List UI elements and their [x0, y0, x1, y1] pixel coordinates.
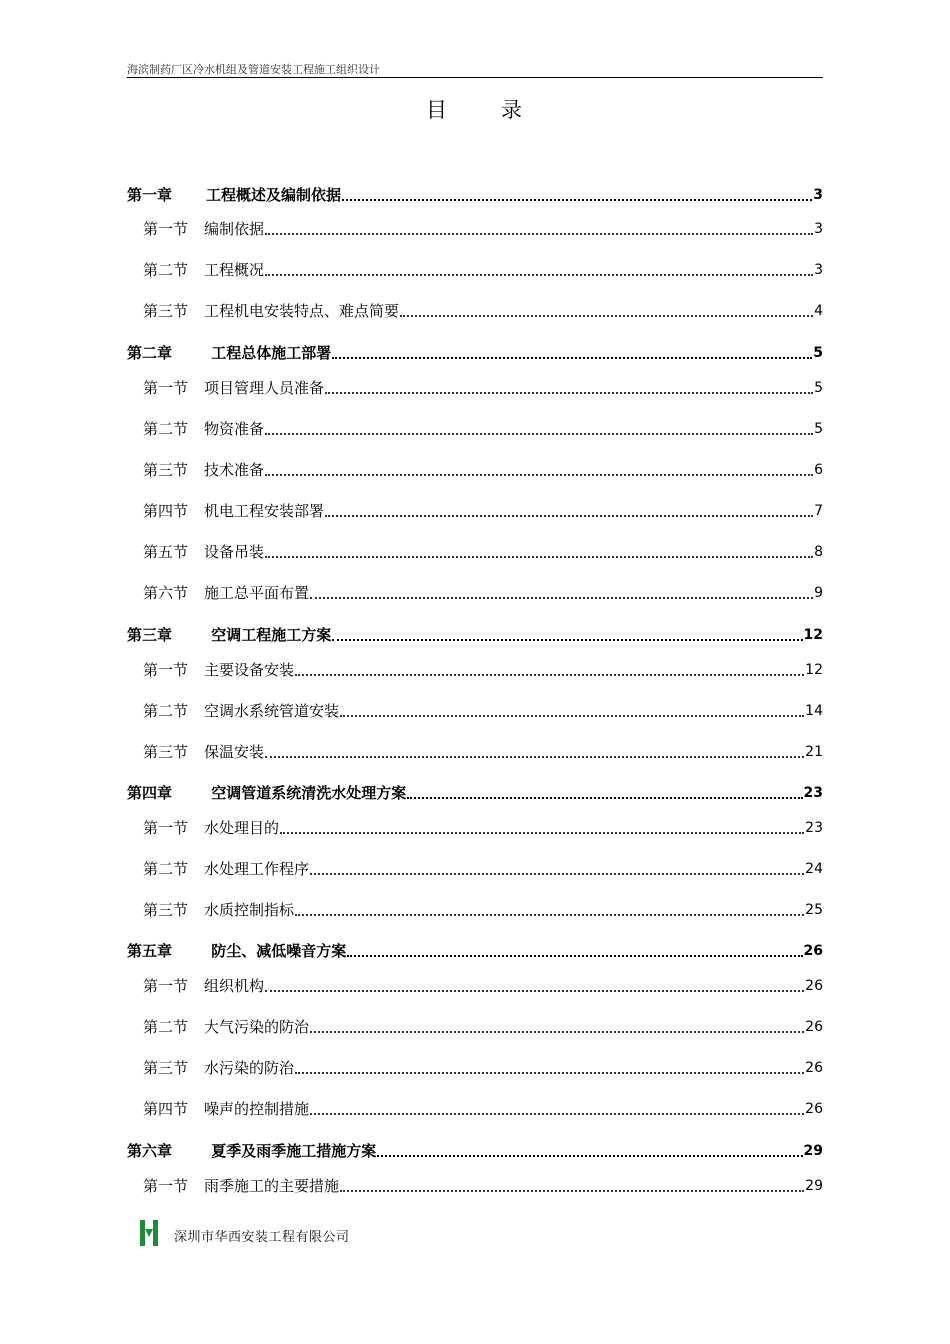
toc-entry-number: 第二节	[143, 702, 189, 720]
toc-chapter-entry[interactable]	[127, 781, 823, 803]
toc-dot-leader	[310, 587, 813, 599]
toc-entry-number: 第一节	[143, 977, 189, 995]
toc-section-entry[interactable]	[127, 1097, 823, 1119]
toc-entry-label: 设备吊装	[204, 543, 265, 561]
toc-section-entry[interactable]	[127, 857, 823, 879]
toc-section-entry[interactable]	[127, 699, 823, 721]
toc-entry-label: 工程概况	[204, 261, 265, 279]
toc-section-entry[interactable]	[127, 299, 823, 321]
toc-entry-label: 施工总平面布置	[204, 584, 310, 602]
toc-entry-number: 第一节	[143, 1177, 189, 1195]
toc-entry-label: 水处理目的	[204, 819, 280, 837]
toc-chapter-entry[interactable]	[127, 939, 823, 961]
toc-entry-page-number: 5	[813, 345, 823, 361]
toc-dot-leader	[347, 945, 802, 957]
toc-entry-number: 第五章	[127, 942, 173, 960]
toc-dot-leader	[265, 980, 804, 992]
toc-entry-label: 噪声的控制措施	[204, 1100, 310, 1118]
toc-entry-number: 第一节	[143, 661, 189, 679]
toc-dot-leader	[332, 347, 812, 359]
toc-dot-leader	[265, 464, 813, 476]
toc-entry-number: 第三章	[127, 626, 173, 644]
toc-entry-number: 第二节	[143, 860, 189, 878]
toc-entry-label: 空调管道系统清洗水处理方案	[206, 784, 407, 802]
toc-title-char-1: 目	[426, 98, 449, 122]
toc-entry-page-number: 12	[803, 627, 823, 643]
toc-section-entry[interactable]	[127, 417, 823, 439]
toc-dot-leader	[407, 787, 802, 799]
toc-entry-label: 工程机电安装特点、难点简要	[204, 302, 400, 320]
toc-entry-number: 第二节	[143, 261, 189, 279]
toc-entry-number: 第四章	[127, 784, 173, 802]
toc-dot-leader	[265, 546, 813, 558]
toc-dot-leader	[295, 1062, 804, 1074]
toc-entry-page-number: 26	[805, 1101, 823, 1117]
toc-entry-number: 第三节	[143, 302, 189, 320]
toc-entry-page-number: 26	[805, 1019, 823, 1035]
toc-entry-page-number: 6	[814, 462, 823, 478]
toc-dot-leader	[265, 264, 813, 276]
toc-entry-number: 第一节	[143, 379, 189, 397]
toc-section-entry[interactable]	[127, 258, 823, 280]
toc-section-entry[interactable]	[127, 816, 823, 838]
toc-dot-leader	[295, 664, 804, 676]
page-footer	[140, 1216, 350, 1246]
toc-section-entry[interactable]	[127, 1056, 823, 1078]
toc-entry-page-number: 9	[814, 585, 823, 601]
toc-entry-number: 第四节	[143, 1100, 189, 1118]
toc-section-entry[interactable]	[127, 540, 823, 562]
toc-entry-page-number: 14	[805, 703, 823, 719]
toc-entry-label: 编制依据	[204, 220, 265, 238]
toc-section-entry[interactable]	[127, 974, 823, 996]
toc-title-char-2: 录	[501, 98, 524, 122]
toc-entry-page-number: 26	[805, 1060, 823, 1076]
toc-entry-page-number: 5	[814, 380, 823, 396]
toc-entry-page-number: 7	[814, 503, 823, 519]
toc-section-entry[interactable]	[127, 376, 823, 398]
toc-chapter-entry[interactable]	[127, 1139, 823, 1161]
toc-entry-page-number: 23	[805, 820, 823, 836]
toc-section-entry[interactable]	[127, 658, 823, 680]
toc-entry-page-number: 4	[814, 303, 823, 319]
toc-entry-number: 第一章	[127, 186, 173, 204]
toc-entry-label: 防尘、减低噪音方案	[206, 942, 347, 960]
toc-dot-leader	[310, 1021, 804, 1033]
toc-entry-label: 雨季施工的主要措施	[204, 1177, 340, 1195]
toc-entry-label: 工程概述及编制依据	[206, 186, 342, 204]
toc-chapter-entry[interactable]	[127, 183, 823, 205]
toc-entry-label: 主要设备安装	[204, 661, 295, 679]
toc-dot-leader	[265, 223, 813, 235]
toc-entry-page-number: 21	[805, 744, 823, 760]
toc-entry-number: 第一节	[143, 819, 189, 837]
toc-entry-page-number: 3	[814, 221, 823, 237]
toc-entry-label: 水污染的防治	[204, 1059, 295, 1077]
toc-dot-leader	[342, 189, 812, 201]
toc-entry-number: 第五节	[143, 543, 189, 561]
toc-entry-label: 水处理工作程序	[204, 860, 310, 878]
toc-entry-number: 第四节	[143, 502, 189, 520]
toc-entry-label: 技术准备	[204, 461, 265, 479]
toc-dot-leader	[325, 382, 813, 394]
toc-section-entry[interactable]	[127, 217, 823, 239]
toc-entry-number: 第三节	[143, 1059, 189, 1077]
toc-entry-label: 大气污染的防治	[204, 1018, 310, 1036]
toc-entry-number: 第二章	[127, 344, 173, 362]
toc-entry-number: 第三节	[143, 743, 189, 761]
toc-entry-label: 空调工程施工方案	[206, 626, 332, 644]
toc-section-entry[interactable]	[127, 581, 823, 603]
toc-chapter-entry[interactable]	[127, 341, 823, 363]
toc-section-entry[interactable]	[127, 740, 823, 762]
toc-entry-label: 工程总体施工部署	[206, 344, 332, 362]
toc-dot-leader	[295, 904, 804, 916]
page-header	[127, 63, 823, 78]
toc-title	[0, 96, 950, 124]
toc-dot-leader	[265, 423, 813, 435]
toc-entry-page-number: 25	[805, 902, 823, 918]
toc-entry-page-number: 29	[803, 1143, 823, 1159]
toc-entry-number: 第二节	[143, 420, 189, 438]
toc-dot-leader	[310, 1103, 804, 1115]
toc-dot-leader	[310, 863, 804, 875]
toc-entry-label: 物资准备	[204, 420, 265, 438]
toc-entry-label: 项目管理人员准备	[204, 379, 325, 397]
toc-dot-leader	[377, 1145, 802, 1157]
toc-entry-page-number: 3	[813, 187, 823, 203]
toc-entry-number: 第一节	[143, 220, 189, 238]
toc-entry-page-number: 24	[805, 861, 823, 877]
toc-entry-page-number: 26	[805, 978, 823, 994]
toc-section-entry[interactable]	[127, 1015, 823, 1037]
toc-dot-leader	[325, 505, 813, 517]
toc-entry-label: 夏季及雨季施工措施方案	[206, 1142, 377, 1160]
toc-entry-page-number: 26	[803, 943, 823, 959]
toc-dot-leader	[400, 305, 813, 317]
toc-chapter-entry[interactable]	[127, 623, 823, 645]
toc-entry-number: 第六章	[127, 1142, 173, 1160]
toc-entry-page-number: 8	[814, 544, 823, 560]
toc-entry-number: 第六节	[143, 584, 189, 602]
toc-entry-number: 第三节	[143, 461, 189, 479]
toc-section-entry[interactable]	[127, 458, 823, 480]
toc-entry-page-number: 3	[814, 262, 823, 278]
toc-section-entry[interactable]	[127, 1174, 823, 1196]
toc-entry-page-number: 12	[805, 662, 823, 678]
header-title: 海滨制药厂区冷水机组及管道安装工程施工组织设计	[127, 63, 380, 76]
toc-dot-leader	[340, 705, 804, 717]
company-name: 深圳市华西安装工程有限公司	[174, 1230, 350, 1245]
toc-dot-leader	[280, 822, 804, 834]
toc-dot-leader	[265, 746, 804, 758]
toc-entry-number: 第三节	[143, 901, 189, 919]
toc-entry-page-number: 23	[803, 785, 823, 801]
toc-entry-label: 水质控制指标	[204, 901, 295, 919]
company-logo-icon	[140, 1220, 158, 1246]
toc-entry-label: 空调水系统管道安装	[204, 702, 340, 720]
toc-dot-leader	[340, 1180, 804, 1192]
toc-entry-label: 保温安装	[204, 743, 265, 761]
toc-entry-page-number: 5	[814, 421, 823, 437]
toc-section-entry[interactable]	[127, 499, 823, 521]
toc-entry-number: 第二节	[143, 1018, 189, 1036]
toc-entry-label: 机电工程安装部署	[204, 502, 325, 520]
toc-entry-label: 组织机构	[204, 977, 265, 995]
toc-entry-page-number: 29	[805, 1178, 823, 1194]
toc-dot-leader	[332, 629, 802, 641]
toc-section-entry[interactable]	[127, 898, 823, 920]
